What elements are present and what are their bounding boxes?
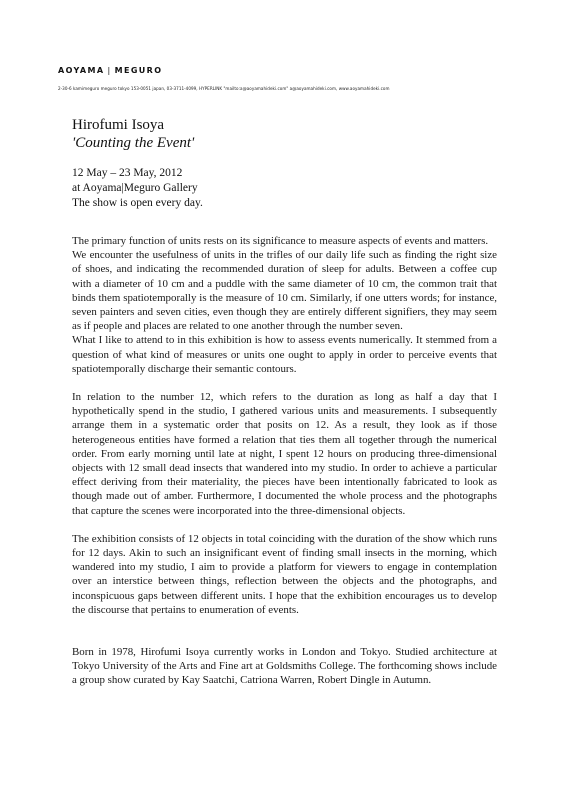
- brand-separator: |: [107, 66, 112, 75]
- paragraph: The primary function of units rests on its significance to measure aspects of events and matters.: [72, 235, 489, 247]
- letterhead: [58, 66, 528, 91]
- contact-address-line: 2-30-6 kamimeguro meguro tokyo 153-0051 japan, 03-3711-4099, HYPERLINK "mailto:a@aoyamahideki.com" a@aoyamahideki.com, www.aoyamahideki.com: [58, 86, 390, 91]
- exhibition-header: [72, 116, 512, 211]
- gallery-logo: [58, 66, 528, 75]
- opening-info: The show is open every day.: [72, 197, 203, 209]
- exhibition-dates: 12 May – 23 May, 2012: [72, 167, 183, 179]
- exhibition-title: 'Counting the Event': [72, 135, 195, 151]
- artist-name: Hirofumi Isoya: [72, 117, 165, 133]
- brand-right: MEGURO: [114, 66, 163, 75]
- paragraph: We encounter the usefulness of units in the trifles of our daily life such as finding the right size of shoes, and indicating the recommended duration of sleep for adults. Between a coffee cup with a diameter of 10 cm and a puddle with the same diameter of 10 cm, the common trait that binds them spatiotemporally is the measure of 10 cm. Similarly, if one utters words; for instance, seven painters and seven cities, even though they are entirely different signifiers, they may seem as if people and places are related to one another through the number seven.: [72, 249, 497, 333]
- paragraph: The exhibition consists of 12 objects in total coinciding with the duration of the show which runs for 12 days. Akin to such an insignificant event of finding small insects in the morning, which wandered into my studio, I aim to provide a platform for viewers to engage in contemplation over an interstice between things, reflection between the objects and the photographs, and inconspicuous gaps between different units. I hope that the exhibition encourages us to develop the discourse that pertains to enumeration of events.: [72, 532, 497, 616]
- artist-bio-paragraph: Born in 1978, Hirofumi Isoya currently works in London and Tokyo. Studied architecture at Tokyo University of the Arts and Fine art at Goldsmiths College. The forthcoming shows include a group show curated by Kay Saatchi, Catriona Warren, Robert Dingle in Autumn.: [72, 646, 497, 687]
- exhibition-venue: at Aoyama|Meguro Gallery: [72, 182, 198, 194]
- exhibition-details: [72, 166, 512, 211]
- brand-left: AOYAMA: [58, 66, 105, 75]
- paragraph: What I like to attend to in this exhibition is how to assess events numerically. It stemmed from a question of what kind of measures or units one ought to apply in order to perceive events that spatiotemporally discharge their semantic contours.: [72, 334, 497, 375]
- press-release-body: [72, 234, 497, 688]
- paragraph: In relation to the number 12, which refers to the duration as long as half a day that I hypothetically spend in the studio, I gathered various units and measurements. I subsequently arrange them in a systematic order that posits on 12. As a result, they look as if those heterogeneous entities have formed a relation that ties them all together through the numerical order. From early morning until late at night, I spent 12 hours on producing three-dimensional objects with 12 small dead insects that wandered into my studio. In order to achieve a particular effect deriving from their materiality, the pieces have been intentionally fabricated to look as though made out of amber. Furthermore, I documented the whole process and the photographs that capture the scenes were incorporated into the three-dimensional objects.: [72, 391, 497, 517]
